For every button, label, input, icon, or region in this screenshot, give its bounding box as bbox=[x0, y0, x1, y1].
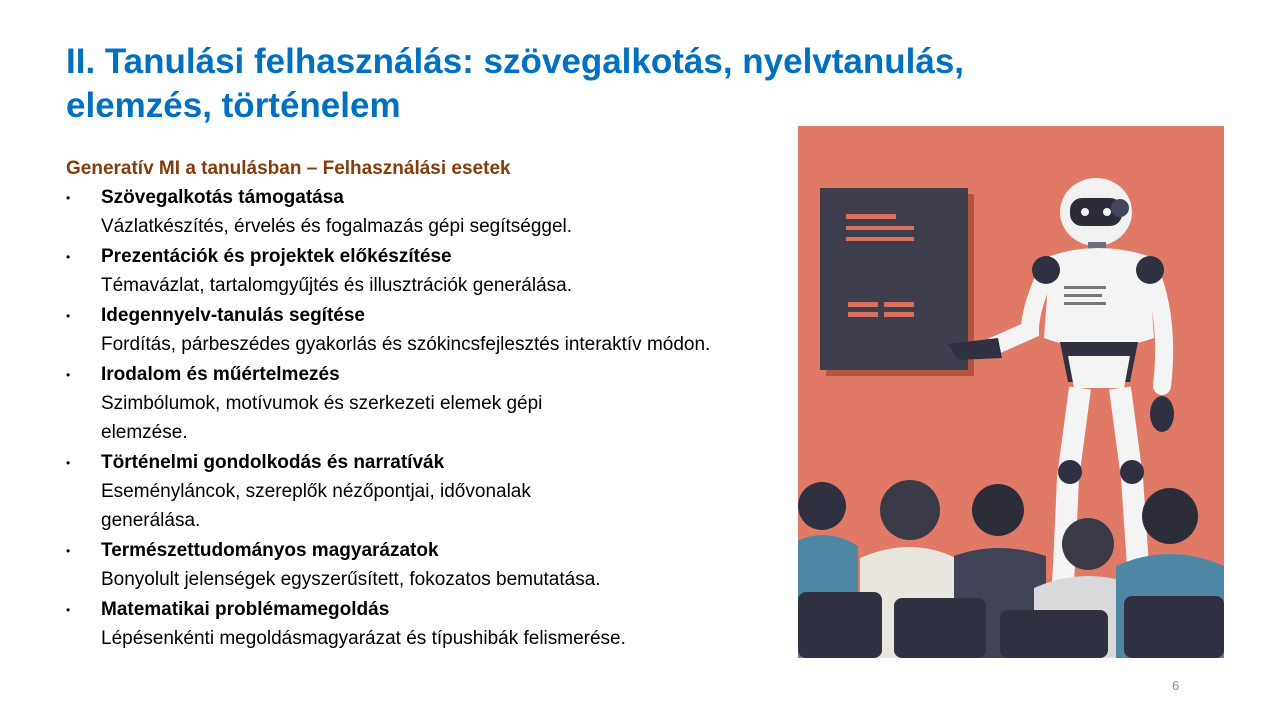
item-heading: Irodalom és műértelmezés bbox=[101, 364, 340, 385]
bullet-icon: • bbox=[66, 368, 71, 382]
use-case-list bbox=[66, 183, 746, 654]
bullet-icon: • bbox=[66, 603, 71, 617]
list-item bbox=[66, 360, 746, 447]
bullet-icon: • bbox=[66, 456, 71, 470]
item-heading: Történelmi gondolkodás és narratívák bbox=[101, 452, 445, 473]
item-description: Eseményláncok, szereplők nézőpontjai, idővonalak generálása. bbox=[101, 481, 531, 531]
list-item bbox=[66, 183, 746, 241]
list-item bbox=[66, 595, 746, 653]
bullet-icon: • bbox=[66, 191, 71, 205]
item-description: Fordítás, párbeszédes gyakorlás és szókincsfejlesztés interaktív módon. bbox=[101, 334, 711, 355]
slide-subtitle: Generatív MI a tanulásban – Felhasználási esetek bbox=[66, 158, 511, 179]
robot-presenting-illustration bbox=[798, 126, 1224, 658]
item-description: Bonyolult jelenségek egyszerűsített, fokozatos bemutatása. bbox=[101, 569, 601, 590]
item-heading: Természettudományos magyarázatok bbox=[101, 540, 439, 561]
item-heading: Szövegalkotás támogatása bbox=[101, 187, 344, 208]
page-number: 6 bbox=[1172, 678, 1180, 693]
bullet-icon: • bbox=[66, 250, 71, 264]
item-description: Lépésenkénti megoldásmagyarázat és típushibák felismerése. bbox=[101, 628, 626, 649]
list-item bbox=[66, 242, 746, 300]
bullet-icon: • bbox=[66, 544, 71, 558]
item-heading: Matematikai problémamegoldás bbox=[101, 599, 390, 620]
list-item bbox=[66, 448, 746, 535]
item-heading: Prezentációk és projektek előkészítése bbox=[101, 246, 452, 267]
item-description: Szimbólumok, motívumok és szerkezeti elemek gépi elemzése. bbox=[101, 393, 543, 443]
item-heading: Idegennyelv-tanulás segítése bbox=[101, 305, 365, 326]
item-description: Témavázlat, tartalomgyűjtés és illusztrációk generálása. bbox=[101, 275, 572, 296]
slide-title: II. Tanulási felhasználás: szövegalkotás, nyelvtanulás, elemzés, történelem bbox=[66, 42, 965, 125]
list-item bbox=[66, 301, 746, 359]
list-item bbox=[66, 536, 746, 594]
bullet-icon: • bbox=[66, 309, 71, 323]
item-description: Vázlatkészítés, érvelés és fogalmazás gépi segítséggel. bbox=[101, 216, 573, 237]
